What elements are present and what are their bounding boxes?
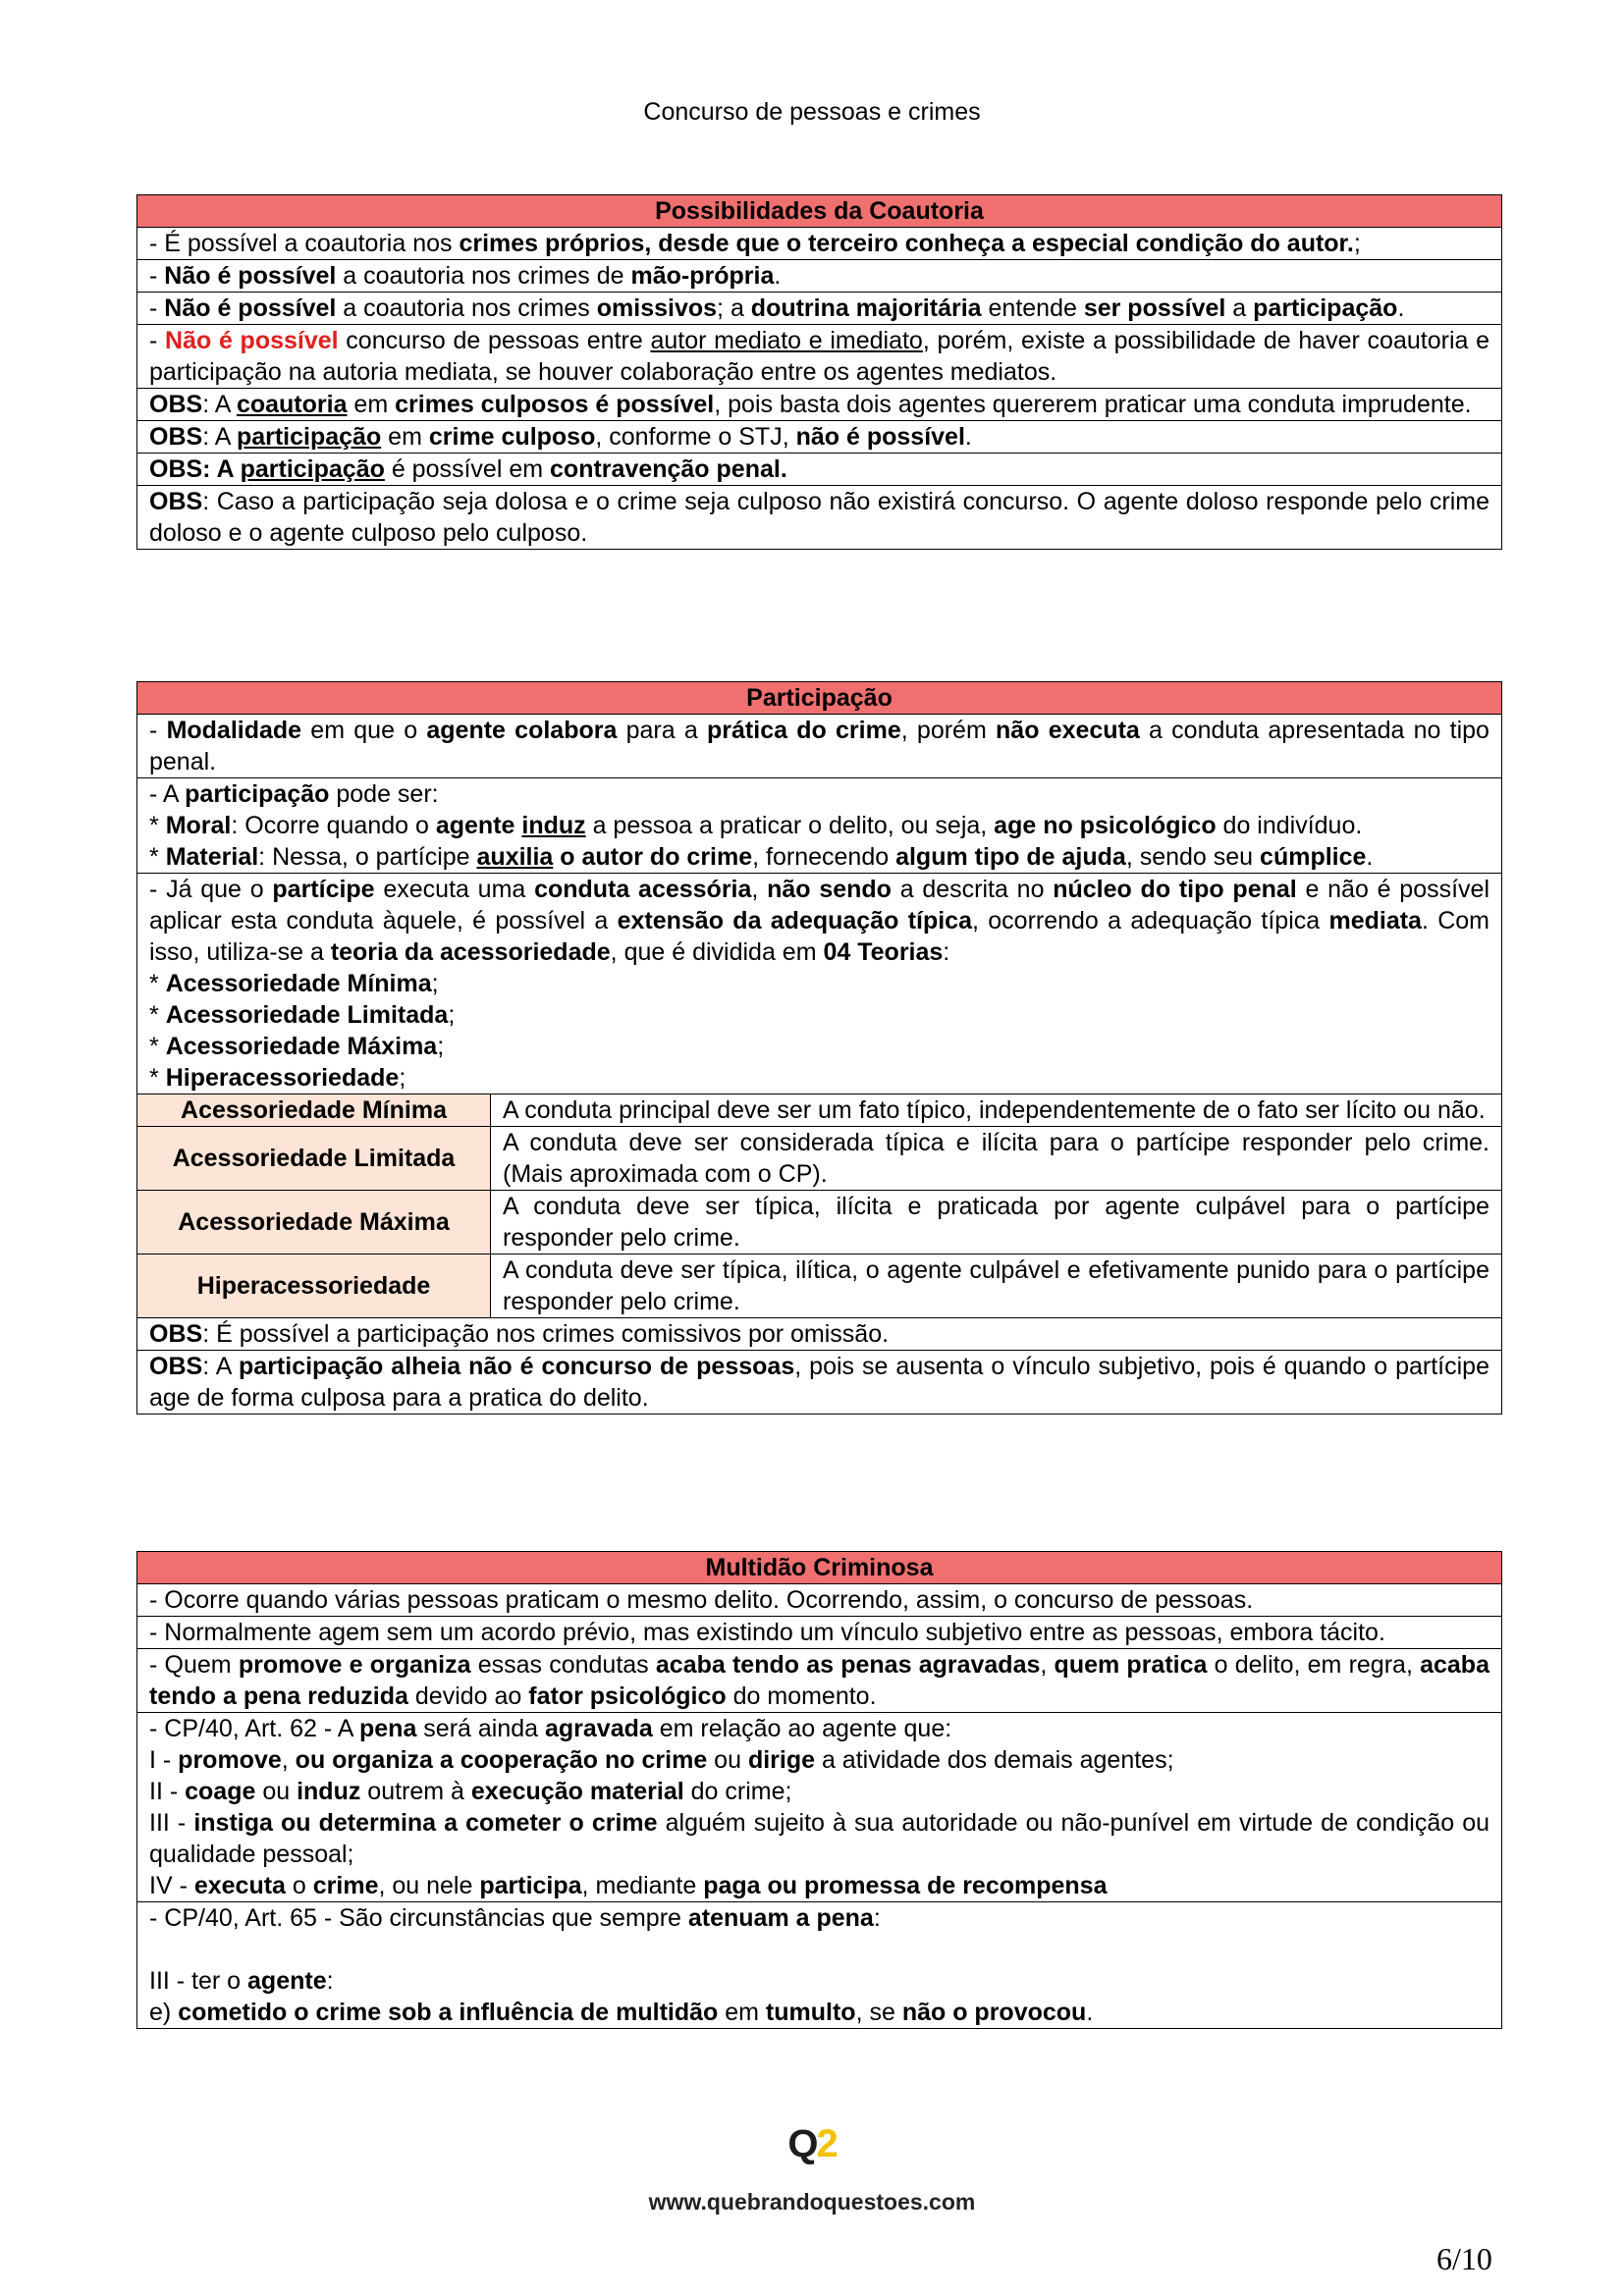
coautoria-row: OBS: A participação é possível em contravenção penal. [137,454,1502,486]
page-number: 6/10 [1436,2241,1492,2276]
coautoria-row: - Não é possível a coautoria nos crimes omissivos; a doutrina majoritária entende ser possível a participação. [137,293,1502,325]
theory-bullet: * Acessoriedade Máxima; [149,1033,445,1060]
coautoria-row: OBS: Caso a participação seja dolosa e o crime seja culposo não existirá concurso. O agente doloso responde pelo crime doloso e o agente culposo pelo culposo. [137,486,1502,550]
theory-bullet: * Acessoriedade Limitada; [149,1001,456,1029]
multidao-title: Multidão Criminosa [137,1552,1502,1584]
coautoria-row: - Não é possível concurso de pessoas entre autor mediato e imediato, porém, existe a possibilidade de haver coautoria e participação na autoria mediata, se houver colaboração entre os agentes mediatos. [137,325,1502,389]
multidao-row: - CP/40, Art. 65 - São circunstâncias que sempre atenuam a pena: III - ter o agente: e) cometido o crime sob a influência de multidão em tumulto, se não o provocou. [137,1902,1502,2029]
theories-table [137,1095,1501,1317]
theory-bullet: * Acessoriedade Mínima; [149,970,439,997]
multidao-row: - CP/40, Art. 62 - A pena será ainda agravada em relação ao agente que: I - promove, ou organiza a cooperação no crime ou dirige a atividade dos demais agentes; II - coage ou induz outrem à execução material do crime; III - instiga ou determina a cometer o crime alguém sujeito à sua autoridade ou não-punível em virtude de condição ou qualidade pessoal; IV - executa o crime, ou nele participa, mediante paga ou promessa de recompensa [137,1713,1502,1902]
page-header: Concurso de pessoas e crimes [643,98,981,126]
theory-label: Hiperacessoriedade [137,1255,491,1318]
multidao-table [136,1551,1502,2029]
theories-cell [137,1095,1502,1318]
theory-desc: A conduta deve ser típica, ilícita e praticada por agente culpável para o partícipe responder pelo crime. [491,1191,1502,1255]
footer-url: www.quebrandoquestoes.com [648,2189,976,2215]
participacao-row: - A participação pode ser: * Moral: Ocorre quando o agente induz a pessoa a praticar o delito, ou seja, age no psicológico do indivíduo. * Material: Nessa, o partícipe auxilia o autor do crime, fornecendo algum tipo de ajuda, sendo seu cúmplice. [137,778,1502,874]
participacao-row: - Já que o partícipe executa uma conduta acessória, não sendo a descrita no núcleo do tipo penal e não é possível aplicar esta conduta àquele, é possível a extensão da adequação típica, ocorrendo a adequação típica mediata. Com isso, utiliza-se a teoria da acessoriedade, que é dividida em 04 Teorias: * Acessoriedade Mínima; * Acessoriedade Limitada; * Acessoriedade Máxima; * Hiperacessoriedade; [137,874,1502,1095]
theory-label: Acessoriedade Mínima [137,1095,491,1127]
participacao-table [136,681,1502,1415]
multidao-row: - Quem promove e organiza essas condutas acaba tendo as penas agravadas, quem pratica o delito, em regra, acaba tendo a pena reduzida devido ao fator psicológico do momento. [137,1649,1502,1713]
theory-bullet: * Hiperacessoriedade; [149,1064,406,1092]
multidao-row: - Ocorre quando várias pessoas praticam o mesmo delito. Ocorrendo, assim, o concurso de pessoas. [137,1584,1502,1617]
theory-row [137,1127,1501,1191]
theory-desc: A conduta deve ser típica, ilítica, o agente culpável e efetivamente punido para o partícipe responder pelo crime. [491,1255,1502,1318]
theory-row [137,1095,1501,1127]
participacao-row: OBS: A participação alheia não é concurso de pessoas, pois se ausenta o vínculo subjetivo, pois é quando o partícipe age de forma culposa para a pratica do delito. [137,1351,1502,1415]
brand-logo: Q2 [787,2122,837,2165]
participacao-title: Participação [137,682,1502,715]
coautoria-row: - É possível a coautoria nos crimes próprios, desde que o terceiro conheça a especial condição do autor.; [137,228,1502,260]
participacao-row: - Modalidade em que o agente colabora para a prática do crime, porém não executa a conduta apresentada no tipo penal. [137,715,1502,778]
theory-desc: A conduta principal deve ser um fato típico, independentemente de o fato ser lícito ou não. [503,1096,1486,1124]
coautoria-table [136,194,1502,550]
coautoria-title: Possibilidades da Coautoria [137,195,1502,228]
theory-desc: A conduta deve ser considerada típica e ilícita para o partícipe responder pelo crime. (Mais aproximada com o CP). [491,1127,1502,1191]
coautoria-row: - Não é possível a coautoria nos crimes de mão-própria. [137,260,1502,293]
multidao-row: - Normalmente agem sem um acordo prévio, mas existindo um vínculo subjetivo entre as pessoas, embora tácito. [137,1617,1502,1649]
theory-label: Acessoriedade Limitada [137,1127,491,1191]
coautoria-row: OBS: A coautoria em crimes culposos é possível, pois basta dois agentes quererem praticar uma conduta imprudente. [137,389,1502,421]
participacao-row: OBS: É possível a participação nos crimes comissivos por omissão. [137,1318,1502,1351]
coautoria-row: OBS: A participação em crime culposo, conforme o STJ, não é possível. [137,421,1502,454]
theory-label: Acessoriedade Máxima [137,1191,491,1255]
theory-row [137,1191,1501,1255]
theory-row [137,1255,1501,1318]
